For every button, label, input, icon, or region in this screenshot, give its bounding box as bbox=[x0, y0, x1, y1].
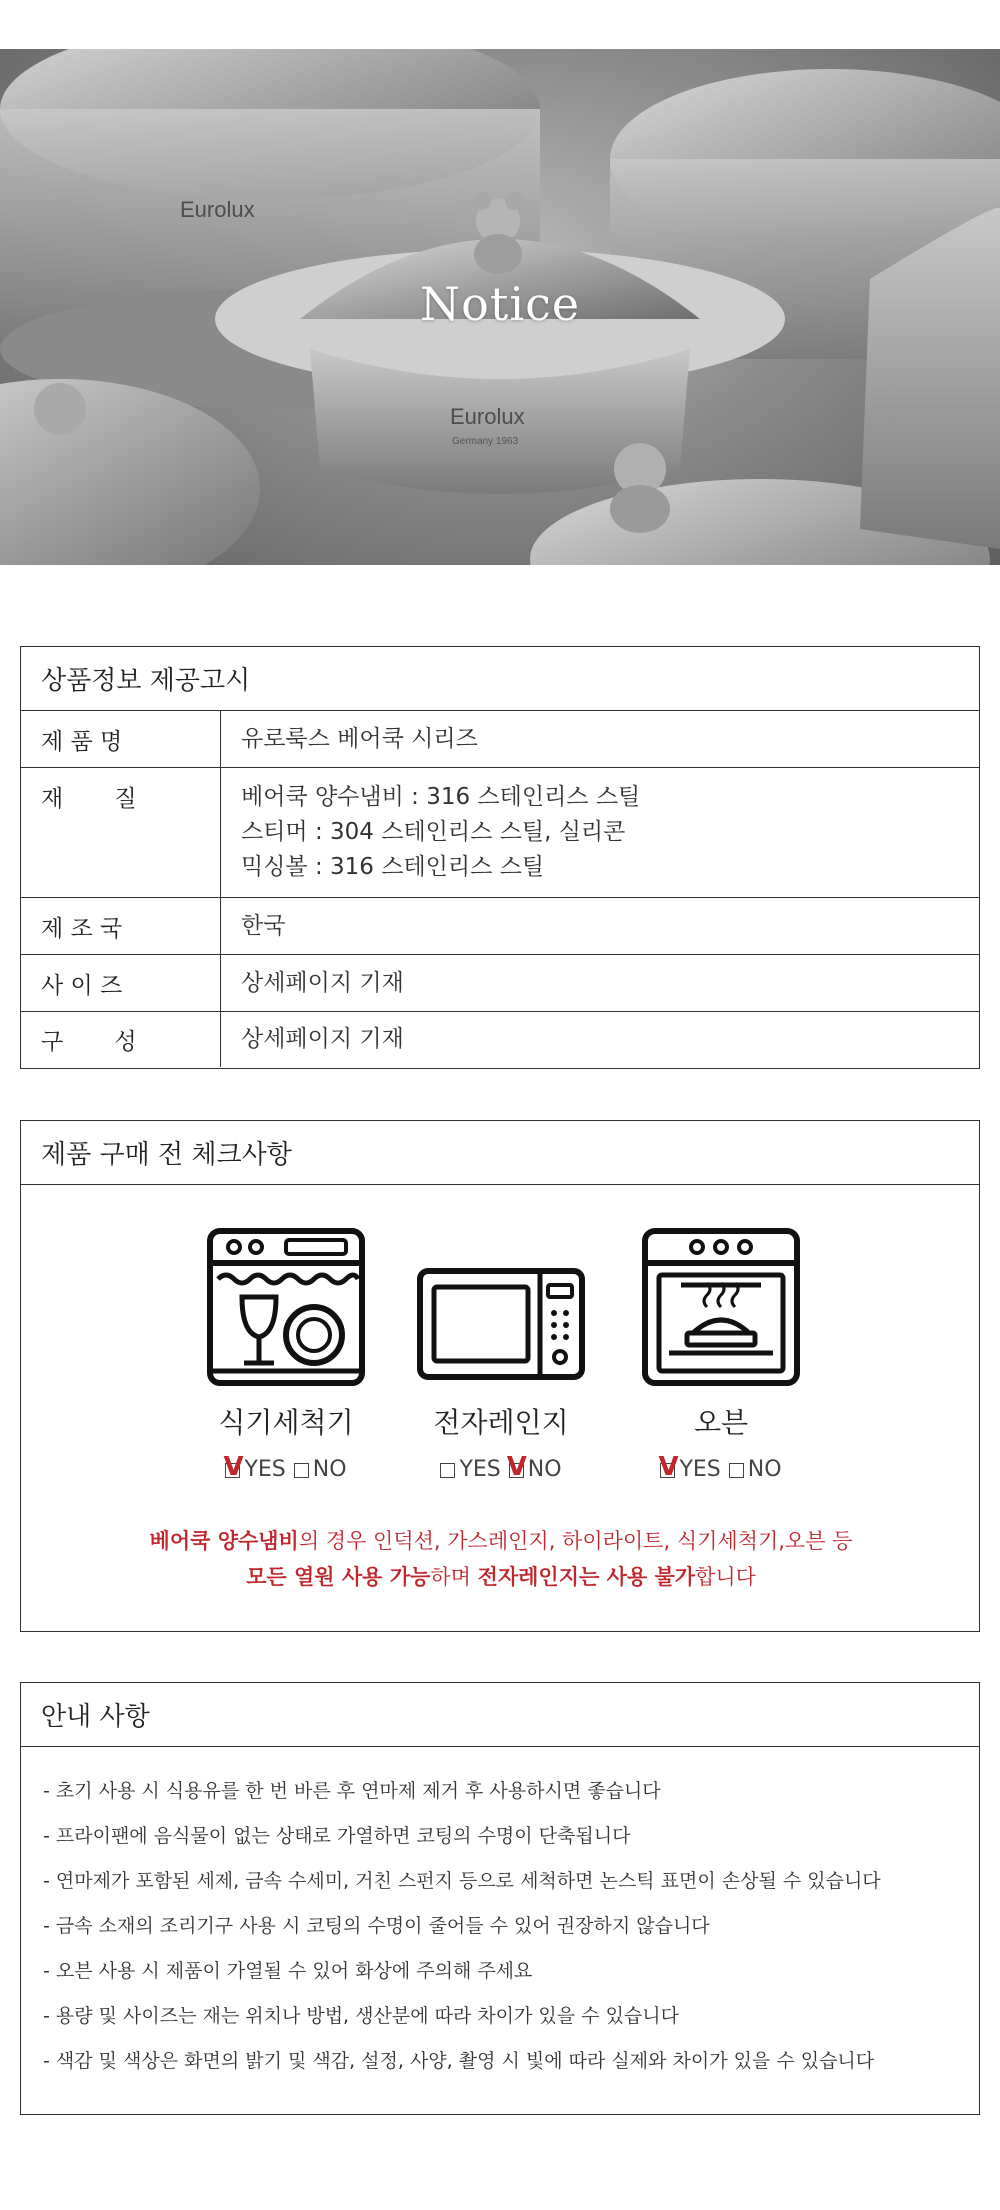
brand-mark-back: Eurolux bbox=[180, 197, 255, 222]
dishwasher-icon bbox=[206, 1227, 366, 1387]
info-row-material bbox=[21, 768, 979, 898]
info-value bbox=[221, 1012, 979, 1067]
info-value-line: 유로룩스 베어쿡 시리즈 bbox=[241, 725, 478, 752]
oven-icon bbox=[641, 1227, 801, 1387]
product-info-title: 상품정보 제공고시 bbox=[21, 647, 979, 711]
info-value-line: 스티머 : 304 스테인리스 스틸, 실리콘 bbox=[241, 819, 626, 845]
checkbox-no bbox=[506, 1452, 527, 1482]
product-info-table bbox=[20, 646, 980, 1069]
no-option bbox=[506, 1452, 562, 1482]
info-value-line: 베어쿡 양수냄비 : 316 스테인리스 스틸 bbox=[241, 784, 641, 810]
guide-title: 안내 사항 bbox=[21, 1683, 979, 1747]
info-value-line: 상세페이지 기재 bbox=[241, 1026, 404, 1052]
no-label: NO bbox=[747, 1457, 782, 1482]
hero-banner bbox=[0, 49, 1000, 565]
usage-notice bbox=[21, 1523, 981, 1595]
info-row-composition bbox=[21, 1012, 979, 1067]
checkbox-yes bbox=[440, 1463, 455, 1478]
usage-notice-line1 bbox=[21, 1523, 981, 1559]
info-value bbox=[221, 955, 979, 1011]
guide-item: - 오븐 사용 시 제품이 가열될 수 있어 화상에 주의해 주세요 bbox=[43, 1960, 533, 1982]
check-mark-icon: V bbox=[658, 1452, 679, 1482]
info-key: 구 성 bbox=[21, 1012, 221, 1067]
check-mark-icon: V bbox=[223, 1452, 244, 1482]
guide-item: - 금속 소재의 조리기구 사용 시 코팅의 수명이 줄어들 수 있어 권장하지 않습니다 bbox=[43, 1915, 710, 1937]
appliance-oven bbox=[621, 1227, 821, 1482]
info-value bbox=[221, 898, 979, 954]
checkbox-no bbox=[294, 1463, 309, 1478]
appliance-name: 오븐 bbox=[693, 1406, 749, 1439]
info-row-origin bbox=[21, 898, 979, 955]
yes-label: YES bbox=[244, 1457, 286, 1482]
no-label: NO bbox=[312, 1457, 347, 1482]
yes-label: YES bbox=[459, 1457, 501, 1482]
no-option bbox=[294, 1457, 347, 1482]
guide-list bbox=[21, 1747, 979, 2084]
guide-item: - 프라이팬에 음식물이 없는 상태로 가열하면 코팅의 수명이 단축됩니다 bbox=[43, 1825, 631, 1847]
notice-emphasis: 모든 열원 사용 가능 bbox=[246, 1565, 431, 1589]
info-key: 제 조 국 bbox=[21, 898, 221, 954]
notice-text: 하며 bbox=[430, 1565, 478, 1589]
info-key: 재 질 bbox=[21, 768, 221, 897]
brand-sub: Germany 1963 bbox=[452, 436, 519, 447]
appliance-name: 전자레인지 bbox=[433, 1406, 569, 1439]
info-row-name bbox=[21, 711, 979, 768]
no-option bbox=[729, 1457, 782, 1482]
no-label: NO bbox=[527, 1457, 562, 1482]
info-value-line: 한국 bbox=[241, 912, 286, 939]
yes-no-indicator bbox=[621, 1452, 821, 1482]
guide-item: - 용량 및 사이즈는 재는 위치나 방법, 생산분에 따라 차이가 있을 수 있습니다 bbox=[43, 2005, 679, 2027]
info-value bbox=[221, 711, 979, 767]
check-mark-icon: V bbox=[506, 1452, 527, 1482]
info-row-size bbox=[21, 955, 979, 1012]
checkbox-yes bbox=[658, 1452, 679, 1482]
yes-option bbox=[440, 1457, 500, 1482]
info-value-line: 믹싱볼 : 316 스테인리스 스틸 bbox=[241, 854, 545, 880]
info-key: 사 이 즈 bbox=[21, 955, 221, 1011]
checkbox-yes bbox=[223, 1452, 244, 1482]
info-value bbox=[221, 768, 979, 897]
guide-item: - 색감 및 색상은 화면의 밝기 및 색감, 설정, 사양, 촬영 시 빛에 따라 실제와 차이가 있을 수 있습니다 bbox=[43, 2050, 875, 2072]
yes-no-indicator bbox=[186, 1452, 386, 1482]
notice-emphasis: 베어쿡 양수냄비 bbox=[149, 1529, 299, 1553]
guide-section bbox=[20, 1682, 980, 2115]
checkbox-no bbox=[729, 1463, 744, 1478]
yes-option bbox=[658, 1452, 721, 1482]
purchase-check-title: 제품 구매 전 체크사항 bbox=[21, 1121, 979, 1185]
usage-notice-line2 bbox=[21, 1559, 981, 1595]
notice-text: 의 경우 인덕션, 가스레인지, 하이라이트, 식기세척기,오븐 등 bbox=[298, 1529, 853, 1553]
notice-text: 합니다 bbox=[695, 1565, 756, 1589]
brand-mark-front: Eurolux bbox=[450, 404, 525, 429]
appliance-dishwasher bbox=[186, 1227, 386, 1482]
microwave-icon bbox=[416, 1227, 586, 1387]
appliance-microwave bbox=[401, 1227, 601, 1482]
yes-option bbox=[223, 1452, 286, 1482]
notice-emphasis: 전자레인지는 사용 불가 bbox=[477, 1565, 696, 1589]
hero-title: Notice bbox=[419, 277, 581, 331]
guide-item: - 연마제가 포함된 세제, 금속 수세미, 거친 스펀지 등으로 세척하면 논스틱 표면이 손상될 수 있습니다 bbox=[43, 1870, 881, 1892]
info-value-line: 상세페이지 기재 bbox=[241, 969, 404, 996]
appliance-name: 식기세척기 bbox=[218, 1406, 354, 1439]
yes-no-indicator bbox=[401, 1452, 601, 1482]
purchase-check-section bbox=[20, 1120, 980, 1632]
yes-label: YES bbox=[679, 1457, 721, 1482]
info-key: 제 품 명 bbox=[21, 711, 221, 767]
guide-item: - 초기 사용 시 식용유를 한 번 바른 후 연마제 제거 후 사용하시면 좋습니다 bbox=[43, 1780, 661, 1802]
